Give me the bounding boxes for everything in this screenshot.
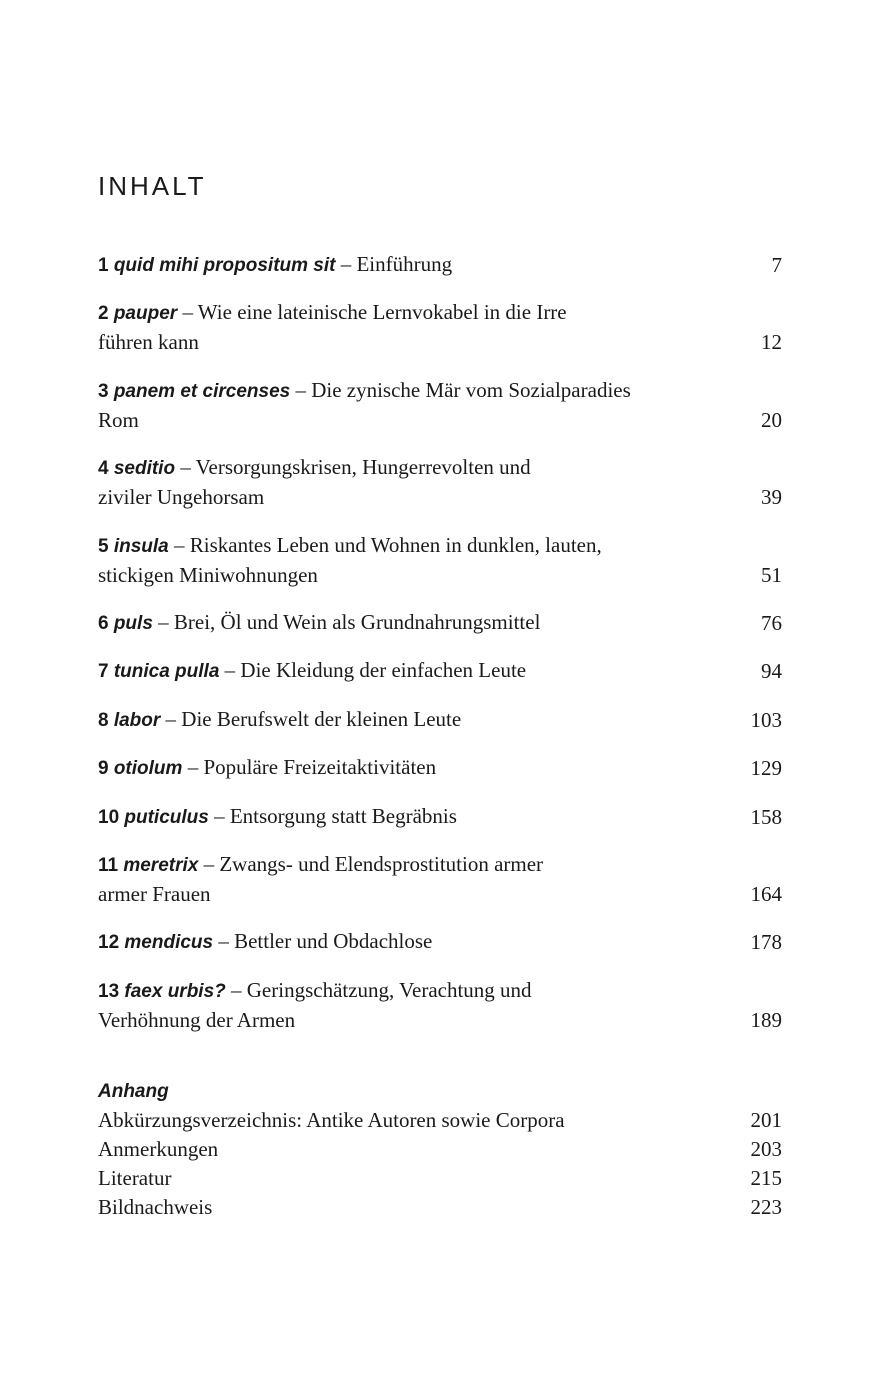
page-number: 39 bbox=[761, 485, 782, 510]
chapter-number: 6 bbox=[98, 612, 109, 634]
entry-text bbox=[98, 850, 708, 909]
page-number: 201 bbox=[750, 1108, 782, 1132]
page-number: 20 bbox=[761, 407, 782, 432]
entry-text bbox=[98, 250, 708, 280]
chapter-number: 9 bbox=[98, 758, 109, 780]
chapter-title-continued: armer Frauen bbox=[98, 881, 211, 906]
toc-entry-10 bbox=[98, 802, 782, 832]
chapter-title: – Geringschätzung, Verachtung und bbox=[225, 977, 532, 1002]
latin-keyword: mendicus bbox=[124, 932, 214, 954]
chapter-title-continued: führen kann bbox=[98, 330, 199, 355]
appendix-label: Anmerkungen bbox=[98, 1137, 219, 1161]
chapter-title: – Einführung bbox=[335, 252, 453, 276]
latin-keyword: puls bbox=[113, 612, 153, 634]
latin-keyword: quid mihi propositum sit bbox=[113, 255, 336, 276]
appendix-item-image-credits bbox=[98, 1193, 782, 1222]
chapter-number: 11 bbox=[98, 854, 119, 876]
entry-text bbox=[98, 531, 708, 590]
appendix-item-notes bbox=[98, 1135, 782, 1164]
chapter-list bbox=[98, 250, 782, 1053]
entry-text bbox=[98, 705, 708, 735]
toc-entry-12 bbox=[98, 927, 782, 957]
toc-entry-8 bbox=[98, 705, 782, 735]
page-number: 129 bbox=[750, 756, 782, 781]
chapter-title: – Bettler und Obdachlose bbox=[213, 929, 433, 954]
page-number: 7 bbox=[771, 253, 782, 277]
chapter-number: 13 bbox=[98, 980, 120, 1002]
toc-entry-9 bbox=[98, 753, 782, 783]
appendix-label: Bildnachweis bbox=[98, 1195, 213, 1219]
entry-text bbox=[98, 802, 708, 832]
toc-entry-7 bbox=[98, 656, 782, 686]
chapter-title: – Populäre Freizeitaktivitäten bbox=[182, 755, 437, 780]
toc-entry-13 bbox=[98, 976, 782, 1035]
entry-text bbox=[98, 976, 708, 1035]
latin-keyword: meretrix bbox=[123, 854, 199, 876]
latin-keyword: tunica pulla bbox=[113, 661, 220, 683]
appendix-item-abbreviations bbox=[98, 1106, 782, 1135]
chapter-title: – Die zynische Mär vom Sozialparadies bbox=[290, 377, 631, 402]
chapter-title-continued: ziviler Ungehorsam bbox=[98, 485, 265, 510]
latin-keyword: labor bbox=[113, 709, 161, 731]
latin-keyword: otiolum bbox=[113, 758, 183, 780]
entry-text bbox=[98, 753, 708, 783]
page-number: 158 bbox=[750, 804, 782, 829]
page-number: 189 bbox=[750, 1007, 782, 1032]
entry-text bbox=[98, 927, 708, 957]
chapter-title: – Brei, Öl und Wein als Grundnahrungsmittel bbox=[152, 609, 541, 634]
chapter-number: 2 bbox=[98, 303, 109, 325]
entry-text bbox=[98, 656, 708, 686]
chapter-number: 5 bbox=[98, 535, 109, 557]
chapter-number: 12 bbox=[98, 932, 120, 954]
latin-keyword: pauper bbox=[113, 303, 178, 325]
chapter-number: 8 bbox=[98, 709, 109, 731]
chapter-number: 7 bbox=[98, 661, 109, 683]
latin-keyword: insula bbox=[113, 535, 169, 557]
chapter-number: 3 bbox=[98, 380, 109, 402]
chapter-title: – Entsorgung statt Begräbnis bbox=[208, 803, 457, 828]
entry-text bbox=[98, 376, 708, 435]
latin-keyword: seditio bbox=[113, 458, 176, 480]
chapter-title: – Die Kleidung der einfachen Leute bbox=[219, 658, 527, 683]
chapter-title: – Die Berufswelt der kleinen Leute bbox=[160, 706, 462, 731]
toc-entry-3 bbox=[98, 376, 782, 435]
entry-text bbox=[98, 453, 708, 512]
toc-heading: INHALT bbox=[98, 171, 207, 201]
entry-text bbox=[98, 608, 708, 638]
latin-keyword: puticulus bbox=[124, 806, 209, 828]
chapter-title: – Riskantes Leben und Wohnen in dunklen, lauten, bbox=[168, 532, 602, 557]
chapter-title-continued: Rom bbox=[98, 407, 139, 432]
toc-entry-11 bbox=[98, 850, 782, 909]
page-number: 94 bbox=[761, 659, 782, 684]
page-number: 51 bbox=[761, 562, 782, 587]
toc-entry-6 bbox=[98, 608, 782, 638]
chapter-title: – Wie eine lateinische Lernvokabel in die Irre bbox=[177, 300, 567, 325]
toc-entry-5 bbox=[98, 531, 782, 590]
chapter-title: – Versorgungskrisen, Hungerrevolten und bbox=[175, 455, 531, 480]
page-number: 12 bbox=[761, 330, 782, 355]
page-number: 215 bbox=[750, 1166, 782, 1190]
chapter-number: 4 bbox=[98, 458, 109, 480]
toc-entry-4 bbox=[98, 453, 782, 512]
appendix-item-literature bbox=[98, 1164, 782, 1193]
page-number: 164 bbox=[750, 881, 782, 906]
toc-entry-2 bbox=[98, 298, 782, 357]
page-number: 203 bbox=[750, 1137, 782, 1161]
page-number: 223 bbox=[750, 1195, 782, 1219]
appendix-label: Abkürzungsverzeichnis: Antike Autoren sowie Corpora bbox=[98, 1108, 565, 1132]
appendix-list bbox=[98, 1106, 782, 1222]
chapter-title-continued: stickigen Miniwohnungen bbox=[98, 562, 318, 587]
chapter-title-continued: Verhöhnung der Armen bbox=[98, 1007, 296, 1032]
page-number: 103 bbox=[750, 707, 782, 732]
chapter-number: 10 bbox=[98, 806, 120, 828]
page-number: 178 bbox=[750, 930, 782, 955]
appendix-label: Literatur bbox=[98, 1166, 172, 1190]
toc-entry-1 bbox=[98, 250, 782, 280]
latin-keyword: faex urbis? bbox=[124, 980, 226, 1002]
chapter-title: – Zwangs- und Elendsprostitution armer bbox=[198, 851, 544, 876]
appendix-title: Anhang bbox=[98, 1081, 169, 1102]
latin-keyword: panem et circenses bbox=[113, 380, 291, 402]
page-number: 76 bbox=[761, 610, 782, 635]
entry-text bbox=[98, 298, 708, 357]
chapter-number: 1 bbox=[98, 255, 109, 276]
appendix-section bbox=[98, 1077, 782, 1222]
